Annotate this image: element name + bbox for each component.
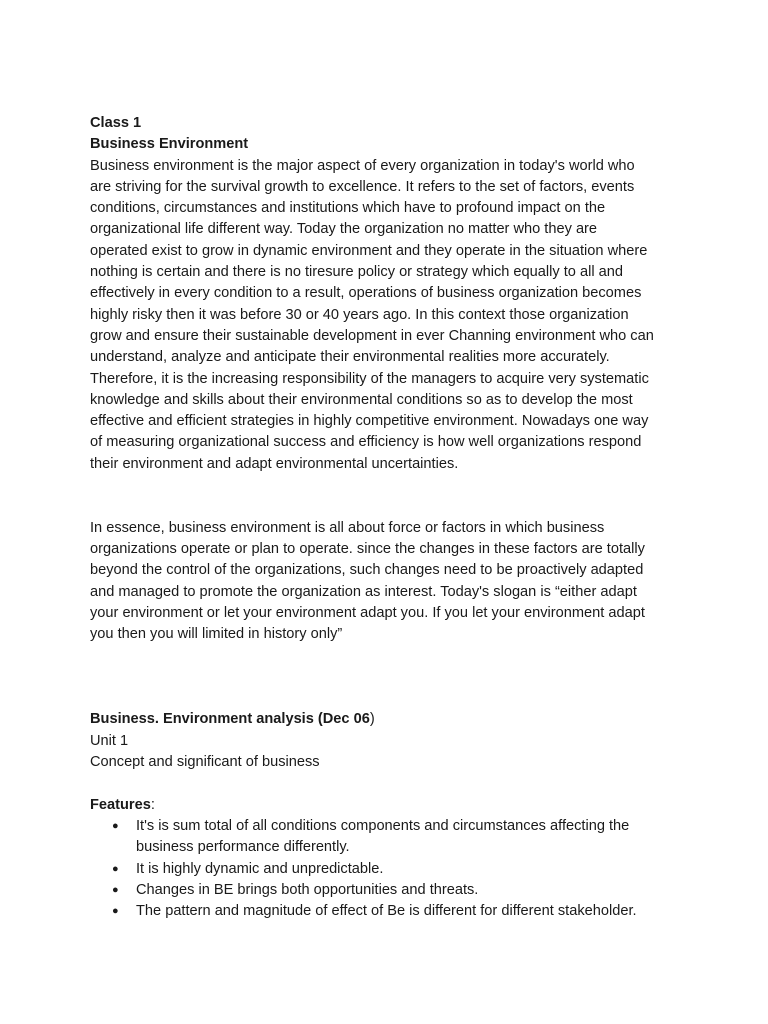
paragraph-1-line: operated exist to grow in dynamic environment and they operate in the situation where — [90, 242, 648, 259]
paragraph-2-line: beyond the control of the organizations, such changes need to be proactively adapted — [90, 562, 644, 579]
paragraph-1-line: knowledge and skills about their environmental conditions so as to develop the most — [90, 391, 633, 408]
unit-label: Unit 1 — [90, 732, 129, 749]
paragraph-1-line: grow and ensure their sustainable development in ever Channing environment who can — [90, 327, 654, 344]
paragraph-1-line: are striving for the survival growth to excellence. It refers to the set of factors, events — [90, 178, 635, 195]
paragraph-2-line: your environment or let your environment adapt you. If you let your environment adapt — [90, 604, 645, 621]
feature-item — [90, 816, 690, 859]
paragraph-1-line: understand, analyze and anticipate their environmental realities more accurately. — [90, 349, 610, 366]
bullet-icon: ● — [112, 862, 119, 875]
feature-item-line: Changes in BE brings both opportunities and threats. — [136, 881, 479, 898]
feature-item — [90, 880, 690, 901]
bullet-icon: ● — [112, 905, 119, 918]
features-spacer — [90, 773, 690, 794]
paragraph-1-line: Business environment is the major aspect of every organization in today's world who — [90, 157, 635, 174]
features-heading — [90, 795, 690, 816]
paragraph-1-line: effective and efficient strategies in highly competitive environment. Nowadays one way — [90, 413, 649, 430]
feature-item-line: It is highly dynamic and unpredictable. — [136, 860, 384, 877]
bullet-icon: ● — [112, 883, 119, 896]
paragraph-2-line: In essence, business environment is all about force or factors in which business — [90, 519, 605, 536]
bullet-icon: ● — [112, 819, 119, 832]
paragraph-1 — [90, 156, 690, 475]
analysis-heading — [90, 709, 690, 730]
paragraph-1-line: their environment and adapt environmental uncertainties. — [90, 455, 459, 472]
paragraph-2 — [90, 518, 690, 646]
analysis-heading-text: Business. Environment analysis (Dec 06 — [90, 711, 370, 728]
paragraph-1-line: of measuring organizational success and efficiency is how well organizations respond — [90, 434, 642, 451]
section-title: Business Environment — [90, 136, 249, 153]
paragraph-1-line: organizational life different way. Today the organization no matter who they are — [90, 221, 598, 238]
paragraph-1-line: effectively in every condition to a result, operations of business organization becomes — [90, 285, 642, 302]
feature-item — [90, 901, 690, 922]
paragraph-1-line: highly risky then it was before 30 or 40 years ago. In this context those organization — [90, 306, 629, 323]
paragraph-1-line: Therefore, it is the increasing responsibility of the managers to acquire very systematic — [90, 370, 649, 387]
features-list — [90, 816, 690, 922]
concept-line: Concept and significant of business — [90, 754, 320, 771]
document-page — [90, 113, 690, 922]
paragraph-2-line: organizations operate or plan to operate. since the changes in these factors are totally — [90, 540, 645, 557]
paragraph-1-line: conditions, circumstances and institutions which have to profound impact on the — [90, 200, 606, 217]
features-colon: : — [150, 796, 155, 813]
paragraph-2-line: you then you will limited in history only” — [90, 626, 343, 643]
feature-item-line: business performance differently. — [136, 839, 350, 856]
feature-item-line: It's is sum total of all conditions components and circumstances affecting the — [136, 817, 630, 834]
analysis-heading-paren: ) — [369, 711, 375, 728]
features-label: Features — [90, 796, 151, 813]
paragraph-2-line: and managed to promote the organization as interest. Today's slogan is “either adapt — [90, 583, 637, 600]
section-spacer — [90, 645, 690, 709]
class-heading: Class 1 — [90, 115, 142, 131]
paragraph-1-line: nothing is certain and there is no tiresure policy or strategy which equally to all and — [90, 264, 623, 281]
feature-item-line: The pattern and magnitude of effect of Be is different for different stakeholder. — [136, 903, 637, 920]
paragraph-spacer — [90, 475, 690, 518]
feature-item — [90, 859, 690, 880]
